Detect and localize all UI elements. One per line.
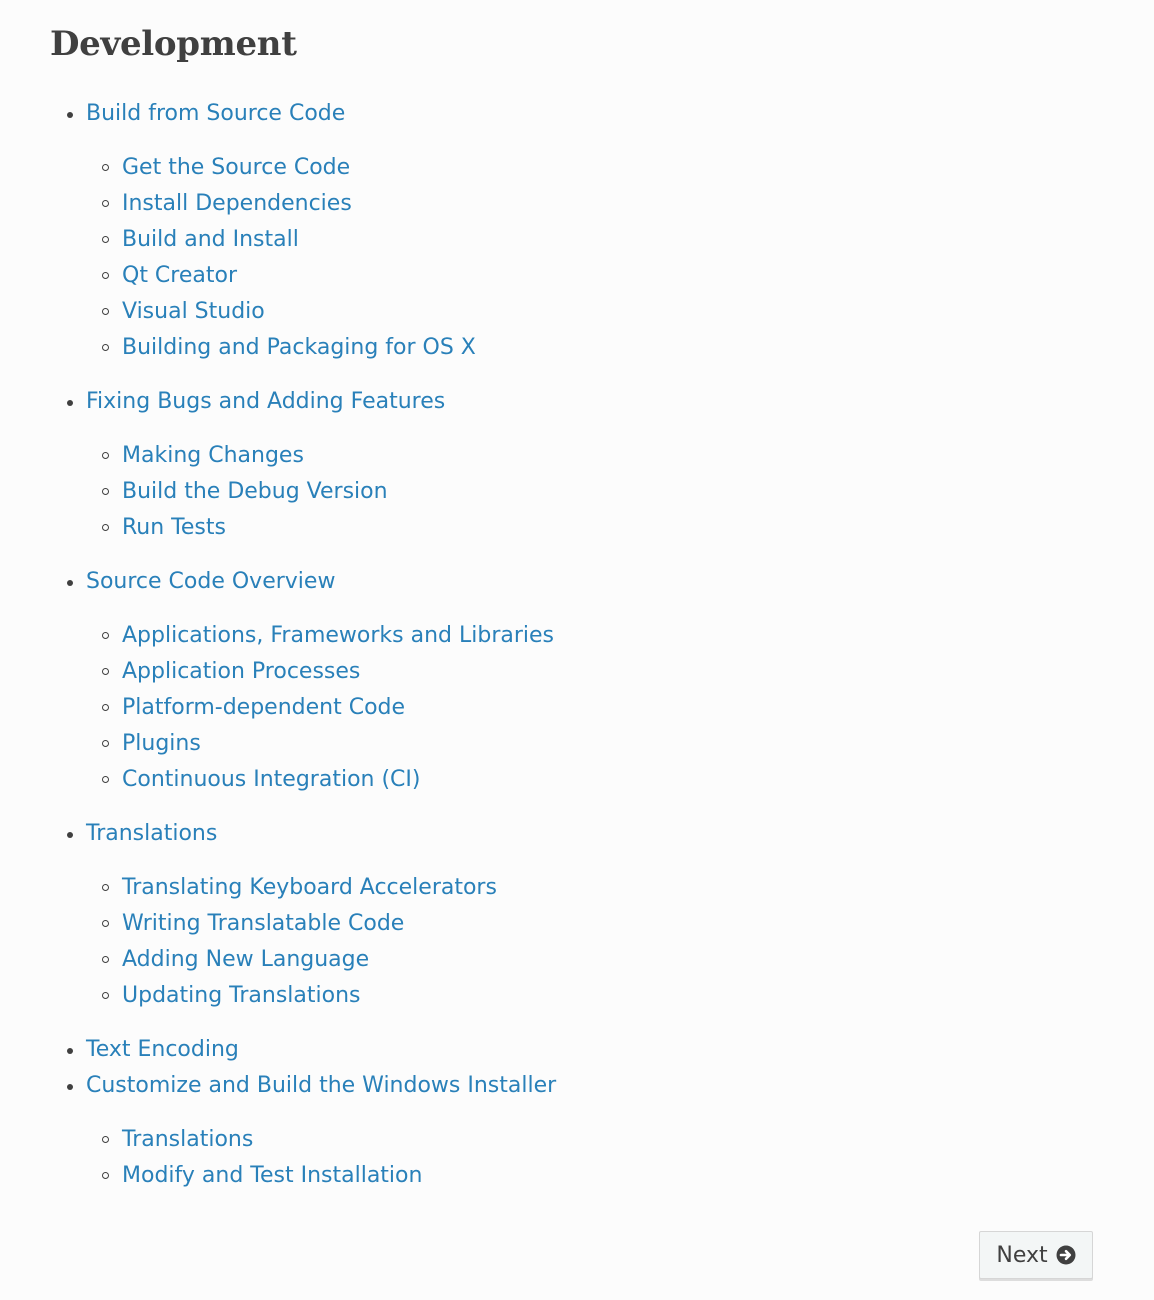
toc-item	[86, 816, 556, 1014]
next-button[interactable]	[979, 1231, 1093, 1279]
toc-item	[86, 564, 556, 798]
toc-subitem	[122, 942, 556, 978]
toc-link-applications-frameworks[interactable]: Applications, Frameworks and Libraries	[122, 623, 555, 648]
toc-subitem	[122, 870, 556, 906]
toc-link-updating-translations[interactable]: Updating Translations	[122, 983, 361, 1008]
toc-link-platform-dependent[interactable]: Platform-dependent Code	[122, 695, 406, 720]
toc-subitem	[122, 186, 556, 222]
toc-link-windows-installer[interactable]: Customize and Build the Windows Installer	[86, 1073, 557, 1098]
toc-subitem	[122, 726, 556, 762]
toc-link-plugins[interactable]: Plugins	[122, 731, 201, 756]
toc-subitem	[122, 258, 556, 294]
toc-item	[86, 1068, 556, 1194]
toc-subitem	[122, 222, 556, 258]
toc-sublist	[122, 150, 556, 366]
toc-link-installer-translations[interactable]: Translations	[122, 1127, 254, 1152]
toc-link-modify-test-installation[interactable]: Modify and Test Installation	[122, 1163, 423, 1188]
toc-item	[86, 1032, 556, 1068]
toc-link-fixing-bugs[interactable]: Fixing Bugs and Adding Features	[86, 389, 446, 414]
toc-link-osx-packaging[interactable]: Building and Packaging for OS X	[122, 335, 476, 360]
toc-link-debug-version[interactable]: Build the Debug Version	[122, 479, 388, 504]
toc-link-qt-creator[interactable]: Qt Creator	[122, 263, 238, 288]
toc-link-source-overview[interactable]: Source Code Overview	[86, 569, 336, 594]
toc-link-keyboard-accelerators[interactable]: Translating Keyboard Accelerators	[122, 875, 497, 900]
toc-link-continuous-integration[interactable]: Continuous Integration (CI)	[122, 767, 421, 792]
page-title: Development	[50, 24, 297, 64]
toc-sublist	[122, 870, 556, 1014]
toc-subitem	[122, 330, 556, 366]
toc-link-text-encoding[interactable]: Text Encoding	[86, 1037, 239, 1062]
toc-link-application-processes[interactable]: Application Processes	[122, 659, 361, 684]
toc-subitem	[122, 294, 556, 330]
toc-subitem	[122, 1158, 556, 1194]
toc-link-get-source[interactable]: Get the Source Code	[122, 155, 351, 180]
toc-subitem	[122, 978, 556, 1014]
toc-sublist	[122, 1122, 556, 1194]
circle-arrow-right-icon	[1056, 1245, 1076, 1265]
toc-link-visual-studio[interactable]: Visual Studio	[122, 299, 265, 324]
toc-sublist	[122, 618, 556, 798]
toc-subitem	[122, 1122, 556, 1158]
toc-list	[86, 96, 556, 1212]
toc-link-making-changes[interactable]: Making Changes	[122, 443, 304, 468]
toc-link-new-language[interactable]: Adding New Language	[122, 947, 370, 972]
toc-subitem	[122, 510, 556, 546]
toc-link-translations[interactable]: Translations	[86, 821, 218, 846]
toc-link-build-from-source[interactable]: Build from Source Code	[86, 101, 346, 126]
toc-subitem	[122, 618, 556, 654]
toc-subitem	[122, 762, 556, 798]
toc-link-build-and-install[interactable]: Build and Install	[122, 227, 299, 252]
toc-subitem	[122, 438, 556, 474]
toc-item	[86, 96, 556, 366]
toc-subitem	[122, 150, 556, 186]
toc-item	[86, 384, 556, 546]
toc-sublist	[122, 438, 556, 546]
toc-subitem	[122, 690, 556, 726]
toc-subitem	[122, 474, 556, 510]
toc-link-translatable-code[interactable]: Writing Translatable Code	[122, 911, 405, 936]
toc-subitem	[122, 654, 556, 690]
toc-subitem	[122, 906, 556, 942]
toc-link-install-dependencies[interactable]: Install Dependencies	[122, 191, 352, 216]
next-button-label: Next	[996, 1242, 1048, 1268]
toc-link-run-tests[interactable]: Run Tests	[122, 515, 226, 540]
